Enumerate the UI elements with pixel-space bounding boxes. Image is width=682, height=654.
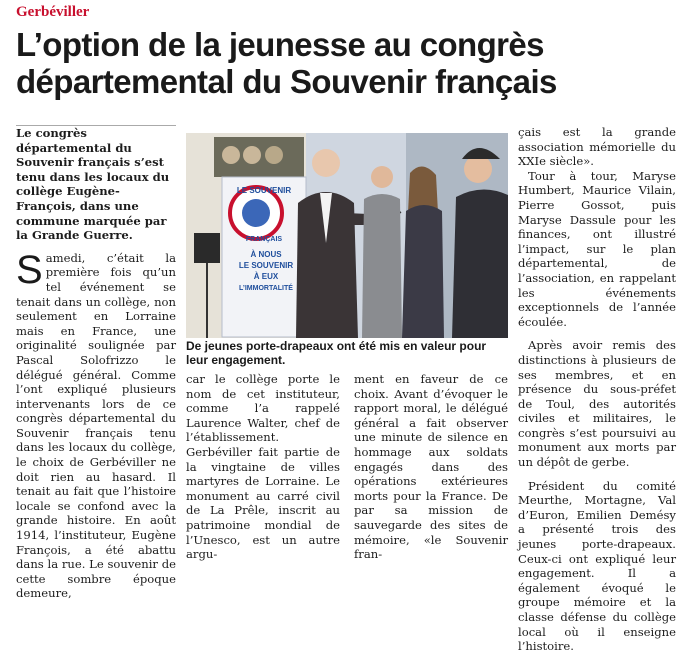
column-3: [354, 372, 508, 562]
column-4: [518, 125, 676, 654]
body-text-3: ment en faveur de ce choix. Avant d’évoquer le rapport moral, le délégué général a fait observer une minute de silence en hommage aux soldats engagés dans des opérations extérieures morts pour la France. De par sa mission de sauvegarde des sites de mémoire, «le Souvenir fran-: [354, 372, 508, 562]
article-photo: [186, 133, 508, 338]
banner-line-6: L’IMMORTALITÉ: [239, 285, 293, 292]
photo-illustration: [186, 133, 508, 338]
body-text-4c: Après avoir remis des distinctions à plusieurs de ses membres, et en présence du sous-préfet de Toul, des autorités civiles et militaires, le congrès s’est poursuivi au monument aux morts par un dépôt de gerbe.: [518, 338, 676, 470]
banner-line-4: LE SOUVENIR: [238, 261, 294, 270]
column-2: [186, 372, 340, 562]
banner-line-3: À NOUS: [250, 250, 282, 259]
body-text-2: car le collège porte le nom de cet instituteur, comme l’a rappelé Laurence Walter, chef de l’établissement. Gerbéviller fait partie de la vingtaine de villes martyres de Lorraine. Le monument au carré civil de La Prêle, inscrit au patrimoine mondial de l’Unesco, est un autre argu-: [186, 372, 340, 562]
photo-caption: De jeunes porte-drapeaux ont été mis en valeur pour leur engagement.: [186, 339, 487, 367]
body-text-4b: Tour à tour, Maryse Humbert, Maurice Vilain, Pierre Gossot, puis Maryse Dassule pour les finances, ont illustré l’impact, sur le plan départemental, de l’association, en rappelant les événements exceptionnels de l’année écoulée.: [518, 168, 676, 329]
body-text-4a: çais est la grande association mémorielle du XXIe siècle».: [518, 125, 676, 169]
body-text-4d: Président du comité Meurthe, Mortagne, Val d’Euron, Emilien Demésy a présenté trois des jeunes porte-drapeaux. Ceux-ci ont expliqué leur engagement. Il a également évoqué le groupe mémoire et la classe défense du collège local où il enseigne l’histoire.: [518, 478, 676, 654]
body-text-1: amedi, c’était la première fois qu’un tel événement se tenait dans un collège, non seulement en Lorraine mais en France, une originalité soulignée par Pascal Solofrizzo le délégué général. Comme l’ont expliqué plusieurs intervenants lors de ce congrès départemental du Souvenir français tenu dans les locaux du collège, le choix de Gerbéviller ne doit rien au hasard. Il tenait au fait que l’histoire locale se confond avec la grande histoire. En août 1914, l’instituteur, Eugène François, a été abattu dans la rue. Le souvenir de cette sombre époque demeure,: [16, 250, 176, 601]
kicker: Gerbéviller: [16, 4, 90, 20]
dropcap: S: [16, 247, 43, 292]
column-1: [16, 126, 176, 601]
banner-line-5: À EUX: [253, 272, 279, 281]
lede: Le congrès départemental du Souvenir français s’est tenu dans les locaux du collège Eugène-François, dans une commune marquée par la Grande Guerre.: [16, 126, 170, 243]
body-paragraph-1: [16, 247, 176, 601]
banner-line-1: LE SOUVENIR: [236, 186, 292, 195]
headline: L’option de la jeunesse au congrès départemental du Souvenir français: [16, 26, 557, 100]
banner-line-2: FRANÇAIS: [245, 236, 283, 243]
